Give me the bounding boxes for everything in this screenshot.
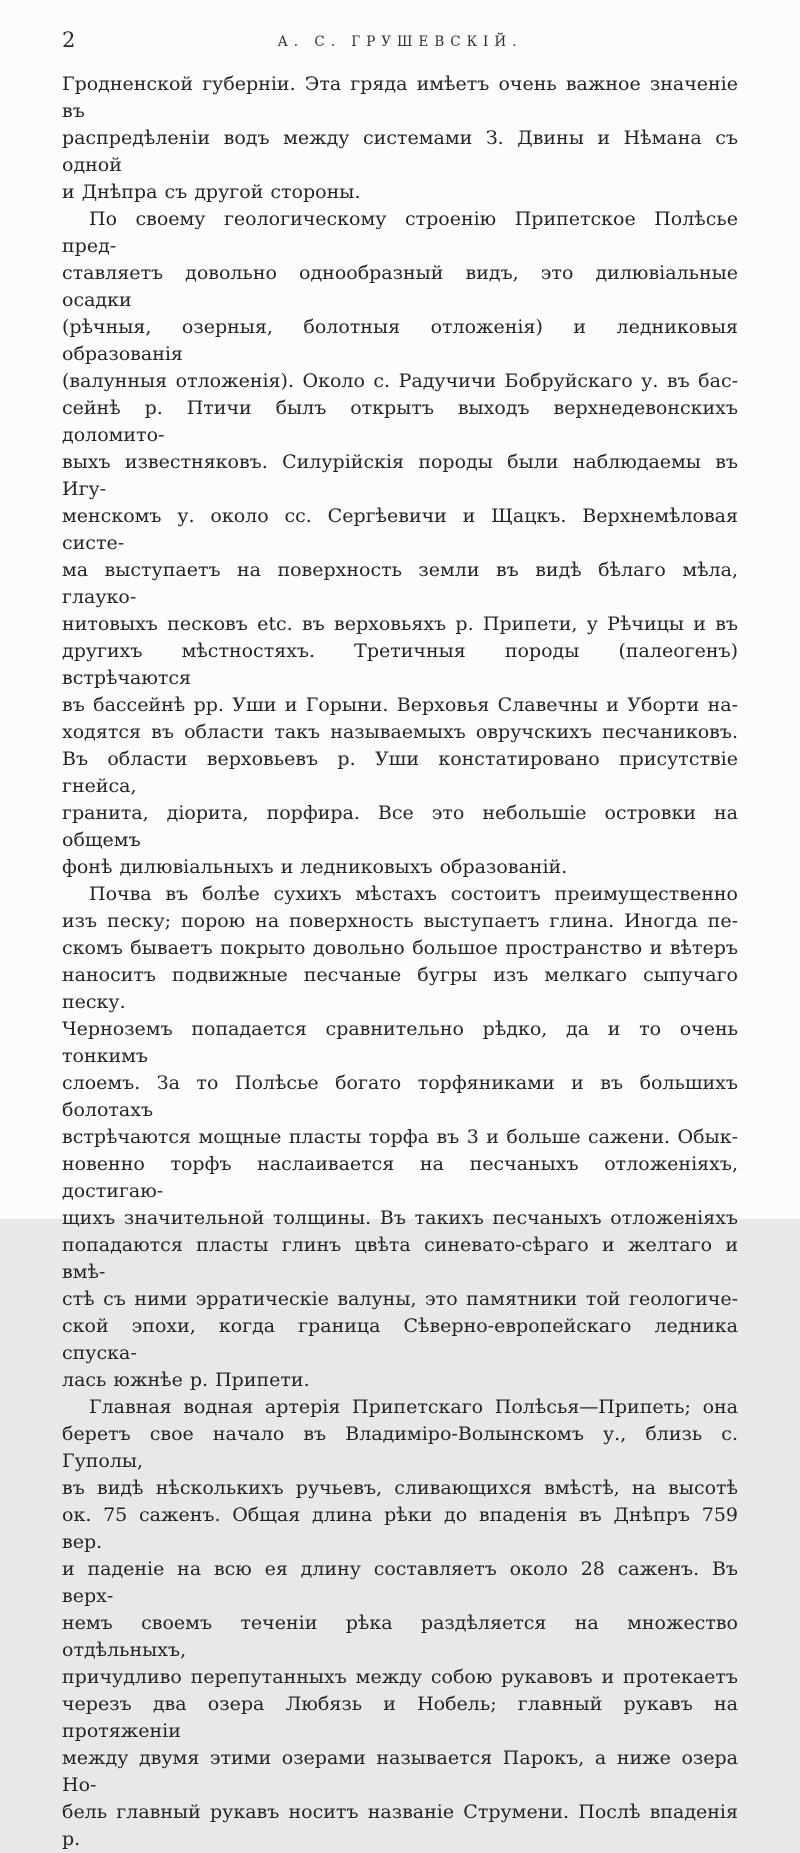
text-line: Гродненской губерніи. Эта гряда имѣетъ очень важное значеніе въ [62,73,738,122]
text-line: (рѣчныя, озерныя, болотныя отложенія) и ледниковыя образованія [62,316,738,365]
text-line: немъ своемъ теченіи рѣка раздѣляется на множество отдѣльныхъ, [62,1612,738,1661]
text-line: Почва въ болѣе сухихъ мѣстахъ состоитъ преимущественно [89,883,738,905]
paragraph [62,881,738,1394]
page-number: 2 [62,28,76,52]
text-line: бель главный рукавъ носитъ названіе Струмени. Послѣ впаденія р. [62,1801,738,1850]
running-title: А. С. ГРУШЕВСКІЙ. [277,34,523,50]
text-line: другихъ мѣстностяхъ. Третичныя породы (палеогенъ) встрѣчаются [62,640,738,689]
text-line: черезъ два озера Любязь и Нобель; главный рукавъ на протяженіи [62,1693,738,1742]
text-line: нитовыхъ песковъ etc. въ верховьяхъ р. Припети, у Рѣчицы и въ [62,613,738,635]
text-line: щихъ значительной толщины. Въ такихъ песчаныхъ отложеніяхъ [62,1207,738,1229]
paragraph [62,71,738,206]
page-header [62,28,738,52]
text-line: и Днѣпра съ другой стороны. [62,181,361,203]
text-line: причудливо перепутанныхъ между собою рукавовъ и протекаетъ [62,1666,738,1688]
text-line: гранита, діорита, порфира. Все это небольшіе островки на общемъ [62,802,738,851]
text-line: ставляетъ довольно однообразный видъ, это дилювіальные осадки [62,262,738,311]
text-line: По своему геологическому строенію Припетское Полѣсье пред- [62,208,738,257]
text-line: между двумя этими озерами называется Парокъ, а ниже озера Но- [62,1747,738,1796]
text-line: лась южнѣе р. Припети. [62,1369,310,1391]
text-line: и паденіе на всю ея длину составляетъ около 28 саженъ. Въ верх- [62,1558,738,1607]
text-line: скомъ бываетъ покрыто довольно большое пространство и вѣтеръ [62,937,738,959]
text-line: слоемъ. За то Полѣсье богато торфяниками и въ большихъ болотахъ [62,1072,738,1121]
text-line: встрѣчаются мощные пласты торфа въ 3 и больше сажени. Обык- [62,1126,738,1148]
text-line: стѣ съ ними эрратическіе валуны, это памятники той геологиче- [62,1288,738,1310]
paragraph [62,1394,738,1853]
text-line: Главная водная артерія Припетскаго Полѣсья—Припеть; она [89,1396,738,1418]
text-line: распредѣленіи водъ между системами З. Двины и Нѣмана съ одной [62,127,738,176]
text-line: въ бассейнѣ рр. Уши и Горыни. Верховья Славечны и Уборти на- [62,694,738,716]
text-line: беретъ свое начало въ Владиміро-Волынскомъ у., близь с. Гуполы, [62,1423,738,1472]
text-line: ходятся въ области такъ называемыхъ овручскихъ песчаниковъ. [62,721,738,743]
text-line: ской эпохи, когда граница Сѣверно-европейскаго ледника спуска- [62,1315,738,1364]
text-line: (валунныя отложенія). Около с. Радучичи Бобруйскаго у. въ бас- [62,370,738,392]
text-line: изъ песку; порою на поверхность выступаетъ глина. Иногда пе- [62,910,738,932]
text-line: Въ области верховьевъ р. Уши констатировано присутствіе гнейса, [62,748,738,797]
text-line: сейнѣ р. Птичи былъ открытъ выходъ верхнедевонскихъ доломито- [62,397,738,446]
paragraph [62,206,738,881]
text-line: попадаются пласты глинъ цвѣта синевато-сѣраго и желтаго и вмѣ- [62,1234,738,1283]
text-line: наноситъ подвижные песчаные бугры изъ мелкаго сыпучаго песку. [62,964,738,1013]
text-line: выхъ известняковъ. Силурійскія породы были наблюдаемы въ Игу- [62,451,738,500]
text-line: въ видѣ нѣсколькихъ ручьевъ, сливающихся вмѣстѣ, на высотѣ [62,1477,738,1499]
text-line: ма выступаетъ на поверхность земли въ видѣ бѣлаго мѣла, глауко- [62,559,738,608]
text-line: менскомъ у. около сс. Сергѣевичи и Щацкъ. Верхнемѣловая систе- [62,505,738,554]
text-line: новенно торфъ наслаивается на песчаныхъ отложеніяхъ, достигаю- [62,1153,738,1202]
text-line: Черноземъ попадается сравнительно рѣдко, да и то очень тонкимъ [62,1018,738,1067]
text-block [62,71,738,1853]
text-line: ок. 75 саженъ. Общая длина рѣки до впаденія въ Днѣпръ 759 вер. [62,1504,738,1553]
text-line: фонѣ дилювіальныхъ и ледниковыхъ образованій. [62,856,568,878]
